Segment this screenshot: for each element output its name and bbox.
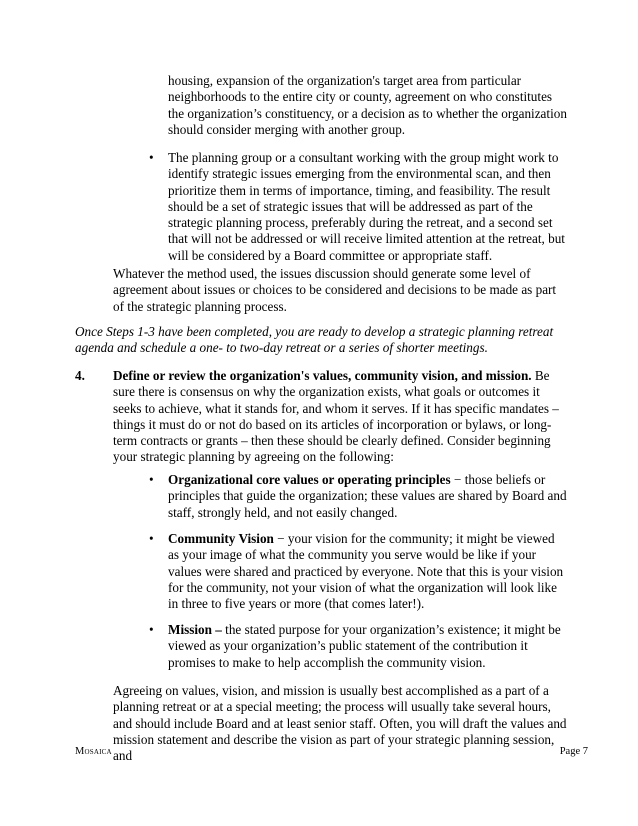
- bullet-icon: •: [149, 472, 154, 487]
- step-heading: Define or review the organization's values, community vision, and mission.: [113, 368, 532, 383]
- bullet-term: Community Vision: [168, 531, 274, 546]
- bullet-term: Mission –: [168, 622, 222, 637]
- bullet-text: The planning group or a consultant working with the group might work to identify strategic issues emerging from the environmental scan, and then prioritize them in terms of importance, timing, and feasibility. The result should be a set of strategic issues that will be addressed as part of the strategic planning process, preferably during the retreat, and a second set that will not be addressed or will receive limited attention at the retreat, but will be considered by a Board committee or appropriate staff.: [168, 150, 565, 263]
- steps-note: Once Steps 1-3 have been completed, you are ready to develop a strategic planning retreat agenda and schedule a one- to two-day retreat or a series of shorter meetings.: [75, 324, 554, 356]
- bullet-item-core-values: [149, 472, 568, 521]
- bullet-term: Organizational core values or operating principles: [168, 472, 451, 487]
- values-vision-mission-paragraph: Agreeing on values, vision, and mission is usually best accomplished as a part of a planning retreat or at a special meeting; the process will usually take several hours, and should include Board and at least senior staff. Often, you will draft the values and mission statement and describe the vision as part of your strategic planning session, and: [113, 683, 567, 764]
- bullet-text: the stated purpose for your organization’s existence; it might be viewed as your organization’s public statement of the contribution it promises to make to help accomplish the community vision.: [168, 622, 561, 670]
- bullet-icon: •: [149, 150, 154, 165]
- step-number: 4.: [75, 368, 85, 383]
- bullet-icon: •: [149, 531, 154, 546]
- issues-discussion-paragraph: Whatever the method used, the issues discussion should generate some level of agreement about issues or choices to be considered and decisions to be made as part of the strategic planning process.: [113, 266, 557, 314]
- bullet-text: − those beliefs or principles that guide the organization; these values are shared by Board and staff, strongly held, and not easily changed.: [168, 472, 567, 520]
- footer-organization: Mosaica: [75, 746, 112, 757]
- bullet-text: − your vision for the community; it might be viewed as your image of what the community you serve would be like if your values were shared and practiced by everyone. Note that this is your vision for the community, not your vision of what the organization will look like in three to five years or more (that comes later!).: [168, 531, 564, 612]
- step-body: [113, 368, 568, 466]
- footer-page-number: Page 7: [559, 746, 588, 757]
- bullet-item-mission: [149, 622, 568, 671]
- step-text: Be sure there is consensus on why the organization exists, what goals or outcomes it seeks to achieve, what it stands for, and whom it serves. If it has specific mandates –things it must do or not do based on its articles of incorporation or bylaws, or long-term contracts or grants – then these should be clearly defined. Consider beginning your strategic planning by agreeing on the following:: [113, 368, 559, 465]
- continuation-paragraph: housing, expansion of the organization's target area from particular neighborhoods to the entire city or county, agreement on who constitutes the organization’s constituency, or a decision as to whether the organization should consider merging with another group.: [168, 73, 567, 137]
- bullet-item-strategic-issues: [149, 150, 568, 264]
- bullet-icon: •: [149, 622, 154, 637]
- bullet-item-community-vision: [149, 531, 568, 612]
